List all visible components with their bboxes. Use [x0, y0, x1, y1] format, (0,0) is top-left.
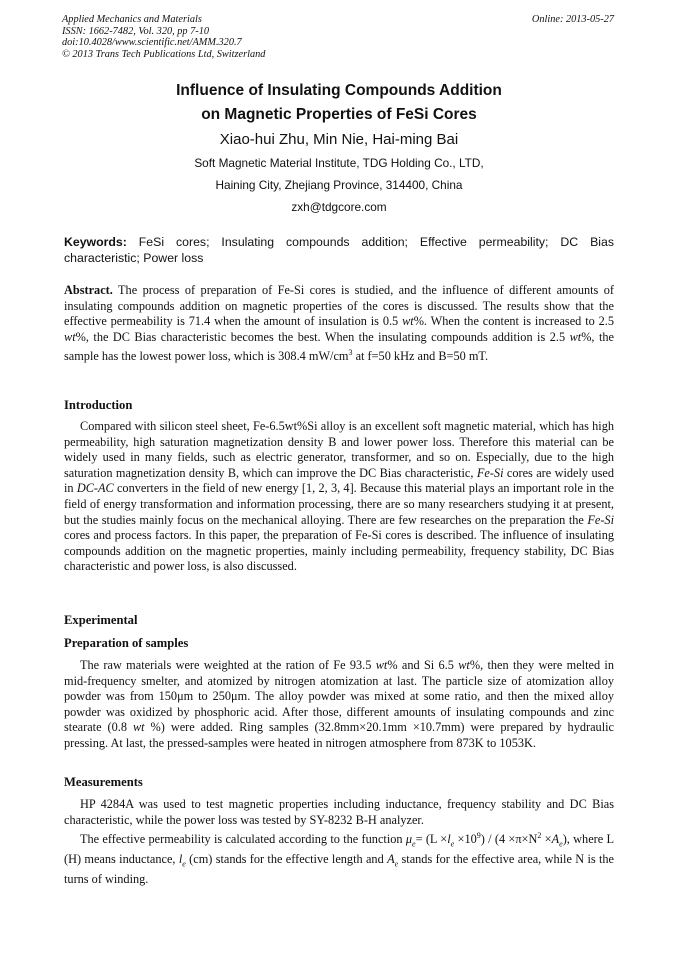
permeability-formula-text: The effective permeability is calculated according to the function $\mu_e= (L \times l_e \times 10^9) / (4 \times\pi\times N^2 \times A_e)$, where L (H) means inductance, $l_e$ (cm) stands for the effective length and $A_e$ stands for the effective area, while N is the turns of winding. — [64, 831, 615, 887]
journal-doi: doi:10.4028/www.scientific.net/AMM.320.7 — [62, 37, 242, 49]
abstract: Abstract. The process of preparation of Fe-Si cores is studied, and the influence of different amounts of insulating compounds addition on magnetic properties of the cores is discussed. The results show that the effective permeability is 71.4 when the amount of insulation is 0.5 wt%. When the content is increased to 2.5 wt%, the DC Bias characteristic becomes the best. When the insulating compounds addition is 2.5 wt%, the sample has the lowest power loss, which is 308.4 $mW/cm^3$ at f=50 kHz and B=50 mT. — [64, 283, 614, 364]
paper-authors: Xiao-hui Zhu, Min Nie, Hai-ming Bai — [219, 131, 459, 148]
measurements-heading: Measurements — [64, 775, 143, 789]
journal-copyright: © 2013 Trans Tech Publications Ltd, Switzerland — [62, 48, 266, 60]
affiliation-line1: Soft Magnetic Material Institute, TDG Holding Co., LTD, — [194, 156, 484, 170]
keywords — [64, 234, 614, 266]
paper-title-line1: Influence of Insulating Compounds Addition — [176, 82, 502, 99]
online-date: Online: 2013-05-27 — [531, 14, 614, 25]
measurements-paragraph: HP 4284A was used to test magnetic properties including inductance, frequency stability and DC Bias characteristic, while the power loss was tested by SY-8232 B-H analyzer. The effective permeability is calculated according to the function $\mu_e= (L \times l_e \times 10^9) / (4 \times\pi\times N^2 \times A_e)$, where L (H) means inductance, $l_e$ (cm) stands for the effective length and $A_e$ stands for the effective area, while N is the turns of winding. — [64, 797, 615, 887]
introduction-heading: Introduction — [64, 398, 133, 412]
experimental-heading: Experimental — [64, 613, 138, 627]
paper-title-line2: on Magnetic Properties of FeSi Cores — [201, 106, 477, 123]
author-email: zxh@tdgcore.com — [291, 200, 387, 214]
journal-name: Applied Mechanics and Materials — [62, 14, 202, 25]
preparation-heading: Preparation of samples — [64, 636, 189, 650]
keywords-label: Keywords: — [64, 235, 127, 249]
keywords-text: FeSi cores; Insulating compounds addition; Effective permeability; DC Bias characteristic; Power loss — [64, 235, 614, 265]
preparation-paragraph: The raw materials were weighted at the ration of Fe 93.5 wt% and Si 6.5 wt%, then they were melted in mid-frequency smelter, and atomized by nitrogen atomization at last. The particle size of atomization alloy powder was from 150μm to 250μm. The alloy powder was mixed at some ratio, and then the mixed alloy powder was oxidized by phosphoric acid. After those, different amounts of insulating compounds and zinc stearate (0.8 wt %) were added. Ring samples (32.8mm×20.1mm ×10.7mm) were prepared by hydraulic pressing. At last, the pressed-samples were heated in nitrogen atmosphere from 873K to 1053K. — [64, 658, 615, 750]
journal-header — [62, 14, 265, 60]
journal-issn: ISSN: 1662-7482, Vol. 320, pp 7-10 — [62, 25, 210, 37]
affiliation-line2: Haining City, Zhejiang Province, 314400, China — [215, 178, 463, 192]
abstract-label: Abstract. — [64, 283, 113, 297]
introduction-paragraph: Compared with silicon steel sheet, Fe-6.5wt%Si alloy is an excellent soft magnetic material, which has high permeability, high saturation magnetization density B and lower power loss. Therefore this material can be widely used in many fields, such as electric generator, transformer, and so on. Especially, due to the high saturation magnetization density B, which can improve the DC Bias characteristic, Fe-Si cores are widely used in DC-AC converters in the field of new energy [1, 2, 3, 4]. Because this material plays an important role in the field of energy transformation and information processing, there are so many researchers studying it at present, but the studies mainly focus on the mechanical alloying. There are few researches on the preparation the Fe-Si cores and process factors. In this paper, the preparation of Fe-Si cores is described. The influence of insulating compounds addition on the magnetic properties, mainly including permeability, frequency stability, DC Bias characteristic and power loss, is also discussed. — [64, 419, 615, 574]
